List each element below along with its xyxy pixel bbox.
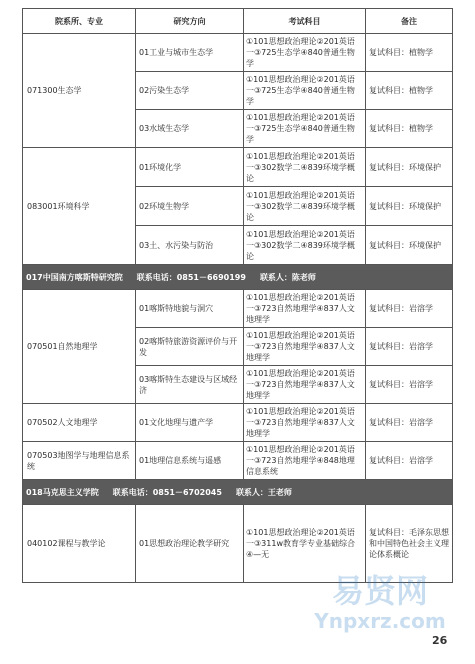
direction-cell: 01环境化学 (136, 148, 244, 187)
header-major: 院系所、专业 (23, 9, 136, 34)
direction-cell: 01工业与城市生态学 (136, 34, 244, 72)
direction-cell: 02污染生态学 (136, 72, 244, 110)
subjects-cell: ①101思想政治理论②201英语一③302数学二④839环境学概论 (244, 226, 366, 265)
note-cell: 复试科目：植物学 (366, 34, 453, 72)
watermark-text-cn: 易贤网 (331, 572, 429, 610)
major-cell: 071300生态学 (23, 34, 136, 148)
note-cell: 复试科目：岩溶学 (366, 404, 453, 442)
subjects-cell: ①101思想政治理论②201英语一③723自然地理学④837人文地理学 (244, 328, 366, 366)
note-cell: 复试科目：植物学 (366, 72, 453, 110)
note-cell: 复试科目：岩溶学 (366, 442, 453, 480)
table-row (23, 442, 453, 480)
direction-cell: 01思想政治理论教学研究 (136, 505, 244, 583)
header-notes: 备注 (366, 9, 453, 34)
table-row (23, 404, 453, 442)
header-exam-subjects: 考试科目 (244, 9, 366, 34)
section-contact: 联系人：陈老师 (259, 272, 316, 282)
major-cell: 040102课程与教学论 (23, 505, 136, 583)
subjects-cell: ①101思想政治理论②201英语一③725生态学④840普通生物学 (244, 34, 366, 72)
watermark-logo (305, 566, 455, 636)
subjects-cell: ①101思想政治理论②201英语一③302数学二④839环境学概论 (244, 187, 366, 226)
section-header-row (23, 480, 453, 505)
subjects-cell: ①101思想政治理论②201英语一③723自然地理学④848地理信息系统 (244, 442, 366, 480)
note-cell: 复试科目：毛泽东思想和中国特色社会主义理论体系概论 (366, 505, 453, 583)
subjects-cell: ①101思想政治理论②201英语一③725生态学④840普通生物学 (244, 72, 366, 110)
section-contact: 联系人：王老师 (235, 487, 292, 497)
subjects-cell: ①101思想政治理论②201英语一③311w教育学专业基础综合④—无 (244, 505, 366, 583)
note-cell: 复试科目：岩溶学 (366, 366, 453, 404)
subjects-cell: ①101思想政治理论②201英语一③723自然地理学④837人文地理学 (244, 404, 366, 442)
subjects-cell: ①101思想政治理论②201英语一③725生态学④840普通生物学 (244, 110, 366, 148)
section-institute-name: 018马克思主义学院 (26, 487, 99, 497)
note-cell: 复试科目：岩溶学 (366, 328, 453, 366)
section-header-row (23, 265, 453, 290)
direction-cell: 03水域生态学 (136, 110, 244, 148)
direction-cell: 03喀斯特生态建设与区域经济 (136, 366, 244, 404)
table-row (23, 34, 453, 72)
watermark-text-en: Ynpxrz.com (314, 609, 446, 633)
section-phone: 联系电话：0851－6702045 (112, 487, 222, 497)
admissions-table (22, 8, 453, 583)
section-phone: 联系电话：0851－6690199 (136, 272, 246, 282)
section-institute-name: 017中国南方喀斯特研究院 (26, 272, 123, 282)
section-header (23, 265, 453, 290)
note-cell: 复试科目：环境保护 (366, 226, 453, 265)
direction-cell: 02环境生物学 (136, 187, 244, 226)
subjects-cell: ①101思想政治理论②201英语一③302数学二④839环境学概论 (244, 148, 366, 187)
table-row (23, 290, 453, 328)
note-cell: 复试科目：植物学 (366, 110, 453, 148)
major-cell: 070501自然地理学 (23, 290, 136, 404)
note-cell: 复试科目：环境保护 (366, 187, 453, 226)
direction-cell: 03土、水污染与防治 (136, 226, 244, 265)
note-cell: 复试科目：岩溶学 (366, 290, 453, 328)
direction-cell: 02喀斯特旅游资源评价与开发 (136, 328, 244, 366)
direction-cell: 01文化地理与遗产学 (136, 404, 244, 442)
subjects-cell: ①101思想政治理论②201英语一③723自然地理学④837人文地理学 (244, 290, 366, 328)
direction-cell: 01喀斯特地貌与洞穴 (136, 290, 244, 328)
page-number: 26 (432, 634, 448, 647)
header-direction: 研究方向 (136, 9, 244, 34)
table-row (23, 148, 453, 187)
section-header (23, 480, 453, 505)
direction-cell: 01地理信息系统与遥感 (136, 442, 244, 480)
major-cell: 070503地图学与地理信息系统 (23, 442, 136, 480)
major-cell: 083001环境科学 (23, 148, 136, 265)
subjects-cell: ①101思想政治理论②201英语一③723自然地理学④837人文地理学 (244, 366, 366, 404)
table-header-row (23, 9, 453, 34)
major-cell: 070502人文地理学 (23, 404, 136, 442)
note-cell: 复试科目：环境保护 (366, 148, 453, 187)
